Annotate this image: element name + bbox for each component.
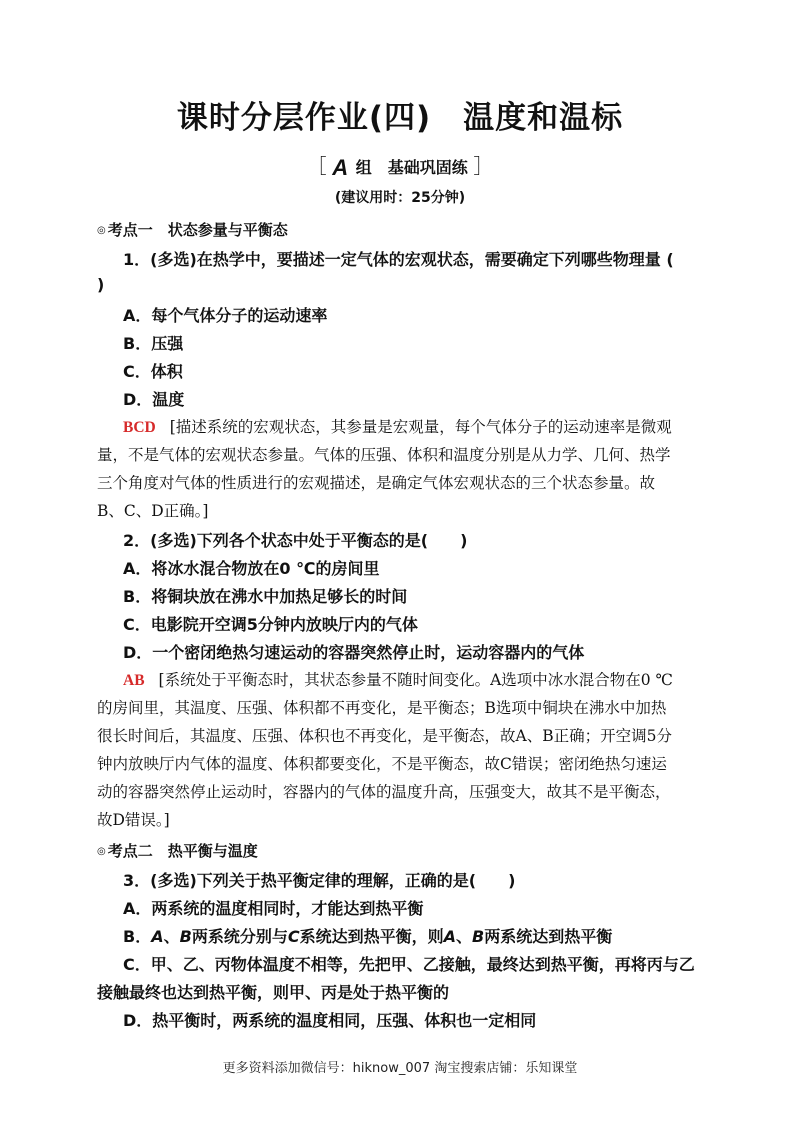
suggested-time: (建议用时：25分钟): [334, 190, 466, 206]
q2-answer: AB: [123, 672, 145, 689]
page-title: 课时分层作业(四) 温度和温标: [176, 100, 624, 136]
q1-option-b: B．压强: [123, 334, 184, 353]
q2-option-c: C．电影院开空调5分钟内放映厅内的气体: [123, 615, 418, 634]
q1-stem: 1．(多选)在热学中，要描述一定气体的宏观状态，需要确定下列哪些物理量 (: [123, 250, 674, 269]
q2-explanation-line-6: 故D错误。]: [97, 811, 170, 829]
group-label: 组 基础巩固练: [355, 158, 468, 177]
q3-stem: 3．(多选)下列关于热平衡定律的理解，正确的是( ): [123, 871, 516, 890]
q1-answer: BCD: [123, 419, 156, 436]
q2-explanation-line-2: 的房间里，其温度、压强、体积都不再变化，是平衡态；B选项中铜块在沸水中加热: [97, 699, 667, 717]
point-marker-icon: ◎: [97, 846, 106, 857]
right-bracket: ］: [473, 154, 494, 178]
q1-explanation-line-3: 三个角度对气体的性质进行的宏观描述，是确定气体宏观状态的三个状态参量。故: [97, 474, 656, 492]
point-heading-1: ◎ 考点一 状态参量与平衡态: [97, 221, 288, 239]
point-heading-2: ◎ 考点二 热平衡与温度: [97, 842, 258, 860]
q2-explanation-line-4: 钟内放映厅内气体的温度、体积都要变化，不是平衡态，故C错误；密闭绝热匀速运: [97, 755, 667, 773]
q1-explanation-line-4: B、C、D正确。]: [97, 502, 209, 520]
q3-option-a: A．两系统的温度相同时，才能达到热平衡: [123, 899, 424, 918]
q3-option-d: D．热平衡时，两系统的温度相同，压强、体积也一定相同: [123, 1011, 537, 1030]
q2-option-a: A．将冰水混合物放在0 ℃的房间里: [123, 559, 380, 578]
q1-explanation-line-2: 量，不是气体的宏观状态参量。气体的压强、体积和温度分别是从力学、几何、热学: [97, 446, 671, 464]
q3-option-c-cont: 接触最终也达到热平衡，则甲、丙是处于热平衡的: [97, 983, 450, 1002]
q1-stem-cont: ): [97, 275, 105, 294]
q1-option-c: C．体积: [123, 362, 183, 381]
q2-option-d: D．一个密闭绝热匀速运动的容器突然停止时，运动容器内的气体: [123, 643, 585, 662]
q2-explanation-line-1: AB [系统处于平衡态时，其状态参量不随时间变化。A选项中冰水混合物在0 ℃: [123, 671, 673, 689]
q1-option-a: A．每个气体分子的运动速率: [123, 306, 328, 325]
group-heading: [0, 150, 800, 181]
point-marker-icon: ◎: [97, 225, 106, 236]
q2-stem: 2．(多选)下列各个状态中处于平衡态的是( ): [123, 531, 468, 550]
q2-explanation-line-3: 很长时间后，其温度、压强、体积也不再变化，是平衡态，故A、B正确；开空调5分: [97, 727, 672, 745]
group-logo: A: [332, 155, 349, 180]
left-bracket: ［: [306, 154, 327, 178]
q1-option-d: D．温度: [123, 390, 185, 409]
q3-option-b: B．A、B两系统分别与C系统达到热平衡，则A、B两系统达到热平衡: [123, 927, 613, 946]
q1-explanation-line-1: BCD [描述系统的宏观状态，其参量是宏观量，每个气体分子的运动速率是微观: [123, 418, 672, 436]
q3-option-c: C．甲、乙、丙物体温度不相等，先把甲、乙接触，最终达到热平衡，再将丙与乙: [123, 955, 695, 974]
q2-explanation-line-5: 动的容器突然停止运动时，容器内的气体的温度升高，压强变大，故其不是平衡态，: [97, 783, 671, 801]
q2-option-b: B．将铜块放在沸水中加热足够长的时间: [123, 587, 408, 606]
page-footer: 更多资料添加微信号：hiknow_007 淘宝搜索店铺：乐知课堂: [222, 1061, 578, 1076]
